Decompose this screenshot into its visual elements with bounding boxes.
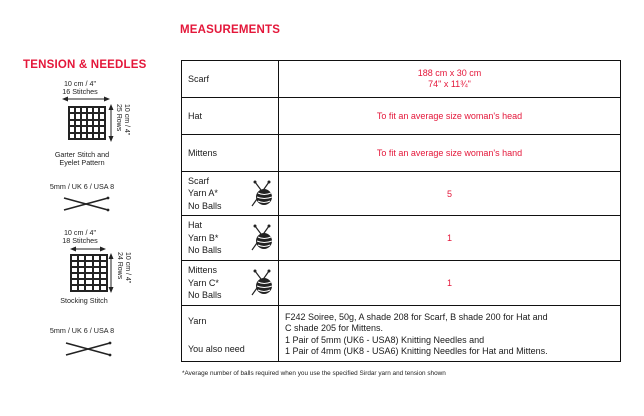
width-arrow-icon	[62, 96, 110, 102]
stocking-width-label	[50, 229, 110, 245]
yarn-label-line: Mittens	[188, 265, 218, 276]
garter-stitches-text: 16 Stitches	[62, 87, 98, 96]
yarn-line: C shade 205 for Mittens.	[285, 323, 384, 333]
garter-height-text: 10 cm / 4"	[123, 104, 130, 136]
stocking-rows-text: 24 Rows	[116, 252, 123, 280]
yarn-ball-icon	[250, 224, 274, 252]
yarn-label: Yarn	[188, 316, 207, 326]
needles-line: 1 Pair of 5mm (UK6 - USA8) Knitting Needles and	[285, 334, 485, 345]
row-label: Hat	[182, 98, 279, 135]
hat-balls-value: 1	[279, 216, 621, 261]
scarf-in: 74" x 11¾"	[428, 79, 471, 89]
tension-needles-heading: TENSION & NEEDLES	[23, 59, 147, 71]
yarn-needs-label	[182, 306, 279, 362]
stocking-height-text: 10 cm / 4"	[124, 252, 131, 284]
yarn-ball-icon	[250, 180, 274, 208]
yarn-label-line: Yarn A*	[188, 188, 218, 199]
stocking-height-label	[115, 252, 131, 283]
garter-rows-text: 25 Rows	[115, 104, 122, 132]
mittens-balls-value: 1	[279, 261, 621, 306]
yarn-ball-icon	[250, 269, 274, 297]
measurements-table	[181, 60, 621, 362]
stocking-needle-size: 5mm / UK 6 / USA 8	[49, 326, 115, 335]
scarf-cm: 188 cm x 30 cm	[417, 68, 482, 78]
row-label: Scarf	[182, 61, 279, 98]
stocking-stitches-text: 18 Stitches	[62, 236, 98, 245]
yarn-label-line: Hat	[188, 220, 203, 231]
garter-width-text: 10 cm / 4"	[63, 79, 97, 88]
table-row	[182, 135, 621, 172]
garter-tension-grid	[68, 106, 106, 140]
width-arrow-icon	[70, 246, 106, 252]
yarn-label-line: No Balls	[188, 290, 222, 301]
crossed-needles-icon	[62, 196, 110, 212]
table-row	[182, 261, 621, 306]
scarf-yarn-label	[182, 172, 279, 216]
crossed-needles-icon	[64, 341, 112, 357]
garter-caption-1: Garter Stitch and	[54, 150, 110, 159]
garter-caption	[46, 151, 118, 167]
hat-yarn-label	[182, 216, 279, 261]
height-arrow-icon	[108, 253, 114, 293]
yarn-needs-value	[279, 306, 621, 362]
measurements-heading: MEASUREMENTS	[180, 24, 281, 36]
table-row	[182, 98, 621, 135]
hat-size-value: To fit an average size woman's head	[279, 98, 621, 135]
stocking-caption: Stocking Stitch	[60, 296, 108, 305]
scarf-size-value	[279, 61, 621, 98]
table-row	[182, 306, 621, 362]
garter-needle-size: 5mm / UK 6 / USA 8	[49, 182, 115, 191]
garter-width-label	[50, 80, 110, 96]
table-row	[182, 61, 621, 98]
yarn-label-line: Yarn C*	[188, 277, 219, 288]
stocking-tension-grid	[70, 254, 108, 292]
garter-height-label	[114, 104, 130, 135]
mittens-size-value: To fit an average size woman's hand	[279, 135, 621, 172]
yarn-label-line: No Balls	[188, 200, 222, 211]
table-row	[182, 216, 621, 261]
also-need-label: You also need	[188, 343, 245, 354]
footnote: *Average number of balls required when you use the specified Sirdar yarn and tension shown	[182, 370, 446, 377]
yarn-line: F242 Soiree, 50g, A shade 208 for Scarf, B shade 200 for Hat and	[285, 311, 548, 322]
mittens-yarn-label	[182, 261, 279, 306]
garter-caption-2: Eyelet Pattern	[59, 158, 105, 167]
table-row	[182, 172, 621, 216]
yarn-label-line: No Balls	[188, 245, 222, 256]
stocking-width-text: 10 cm / 4"	[63, 228, 97, 237]
scarf-balls-value: 5	[279, 172, 621, 216]
yarn-label-line: Scarf	[188, 175, 210, 186]
row-label: Mittens	[182, 135, 279, 172]
needles-line: 1 Pair of 4mm (UK8 - USA6) Knitting Needles for Hat and Mittens.	[285, 346, 548, 356]
yarn-label-line: Yarn B*	[188, 232, 219, 243]
